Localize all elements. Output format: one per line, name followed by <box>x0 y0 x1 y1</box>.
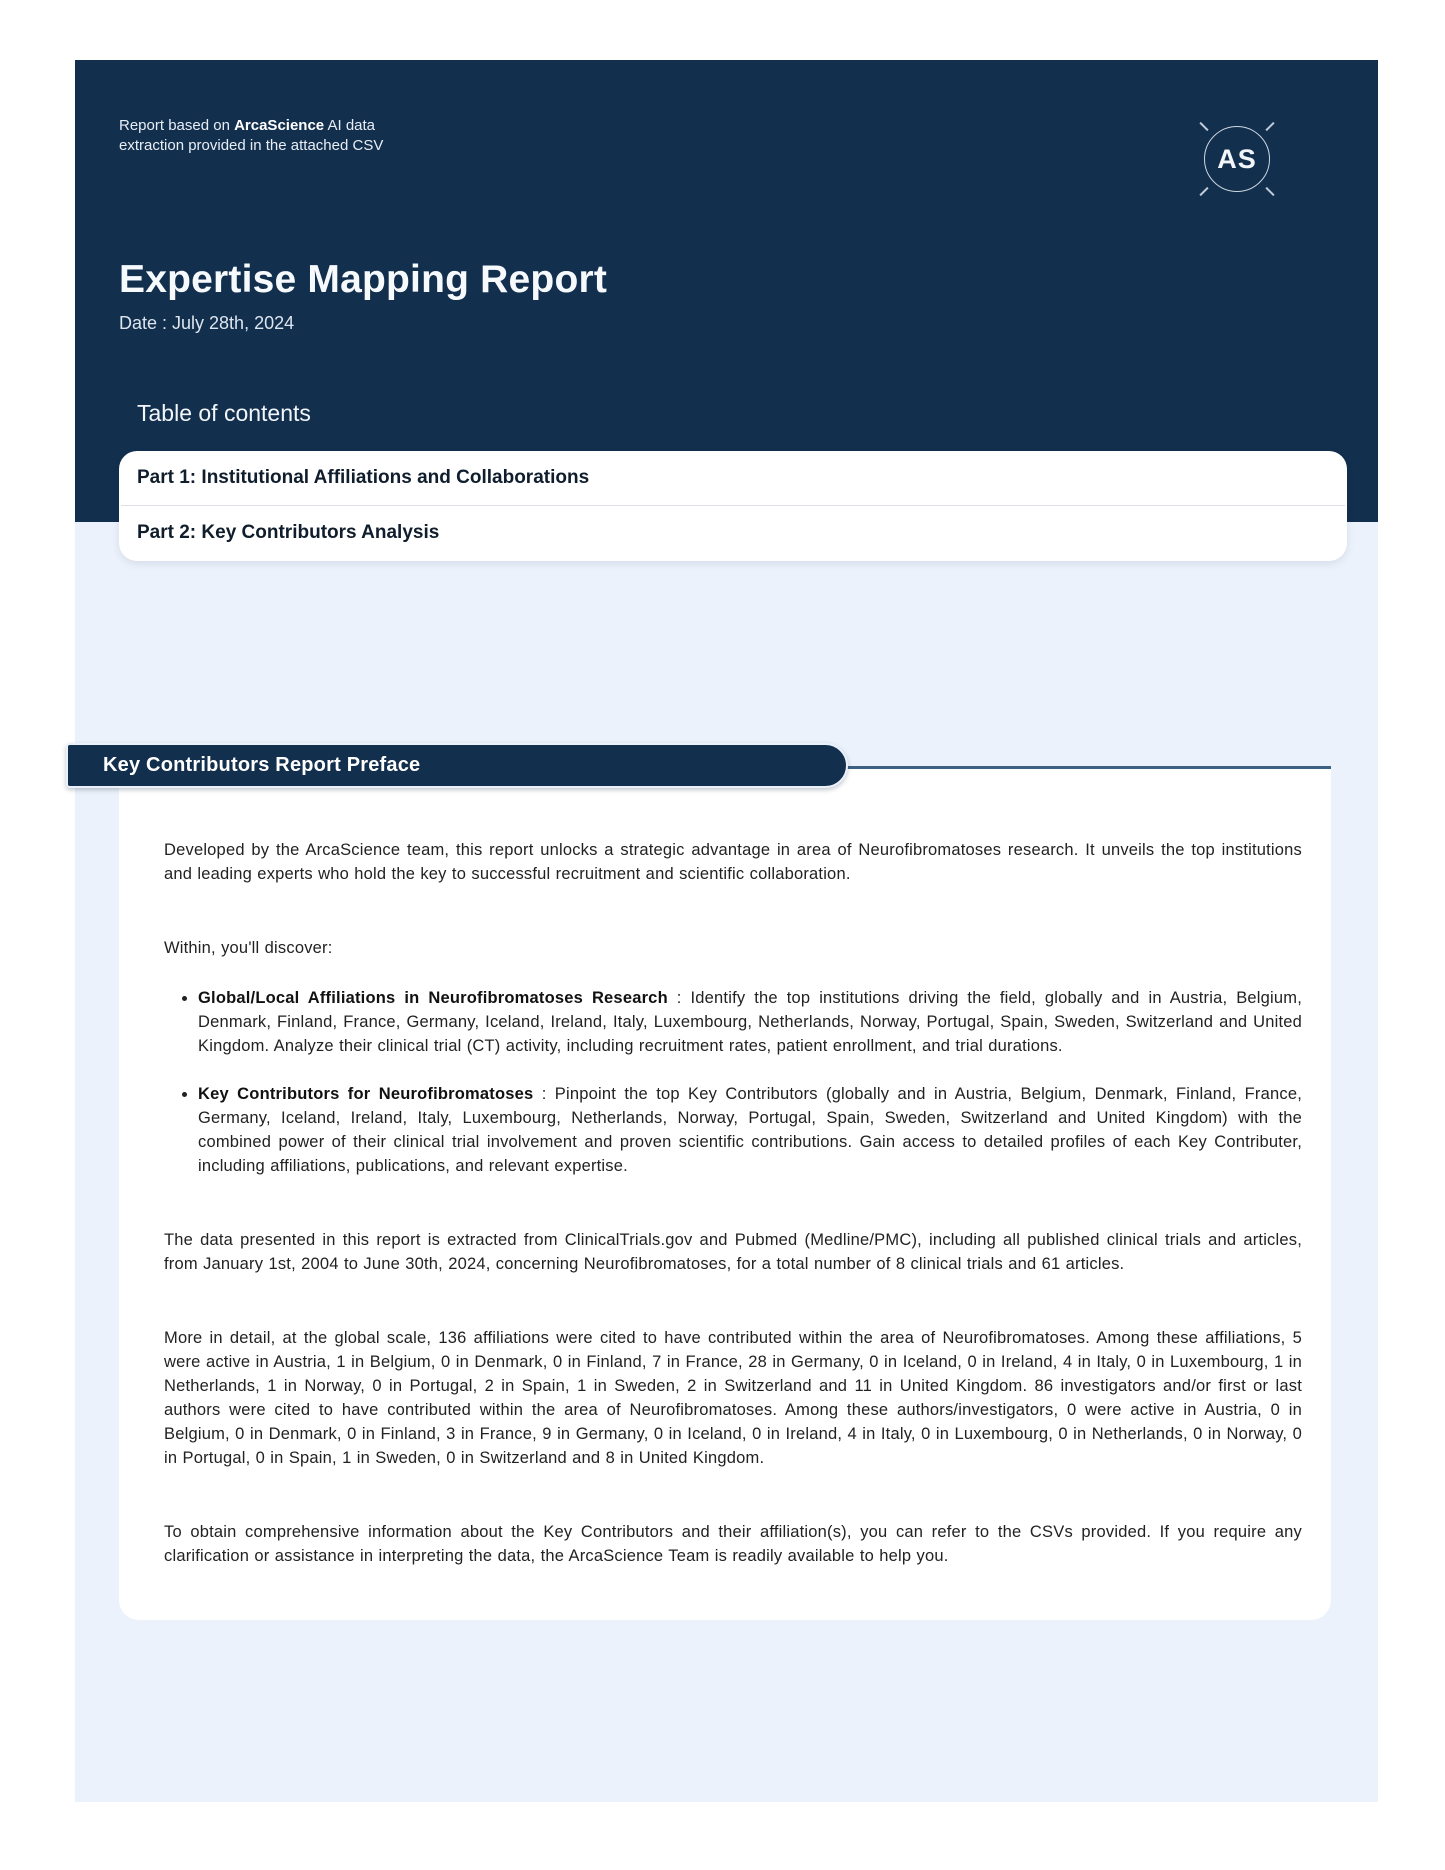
preface-intro-paragraph: Developed by the ArcaScience team, this report unlocks a strategic advantage in area of Neurofibromatoses research. It unveils the top institutions and leading experts who hold the key to successful recruitment and scientific collaboration. <box>164 841 1302 883</box>
preface-card <box>119 766 1331 1620</box>
toc-item-label: Part 2: Key Contributors Analysis <box>137 522 440 543</box>
toc-item-label: Part 1: Institutional Affiliations and Collaborations <box>137 467 590 488</box>
bullet-title: Global/Local Affiliations in Neurofibromatoses Research <box>198 989 668 1007</box>
arcascience-logo <box>1204 126 1270 192</box>
toc-item-part1[interactable] <box>119 451 1347 505</box>
page-title: Expertise Mapping Report <box>119 258 608 301</box>
detail-statistics-paragraph: More in detail, at the global scale, 136 affiliations were cited to have contributed within the area of Neurofibromatoses. Among these affiliations, 5 were active in Austria, 1 in Belgium, 0 in Denmark, 0 in Finland, 7 in France, 28 in Germany, 0 in Iceland, 0 in Ireland, 4 in Italy, 0 in Luxembourg, 1 in Netherlands, 1 in Norway, 0 in Portugal, 2 in Spain, 1 in Sweden, 2 in Switzerland and 11 in United Kingdom. 86 investigators and/or first or last authors were cited to have contributed within the area of Neurofibromatoses. Among these authors/investigators, 0 were active in Austria, 0 in Belgium, 0 in Denmark, 0 in Finland, 3 in France, 9 in Germany, 0 in Iceland, 0 in Ireland, 4 in Italy, 0 in Luxembourg, 0 in Netherlands, 0 in Norway, 0 in Portugal, 0 in Spain, 1 in Sweden, 0 in Switzerland and 8 in United Kingdom. <box>164 1329 1302 1467</box>
toc-heading: Table of contents <box>137 400 311 426</box>
bullet-title: Key Contributors for Neurofibromatoses <box>198 1085 534 1103</box>
discover-bullet-affiliations <box>198 986 1302 1082</box>
logo-tick-icon <box>1199 187 1208 196</box>
preface-body <box>119 769 1331 1592</box>
preface-banner <box>66 743 848 788</box>
discover-list <box>164 986 1302 1202</box>
hero-note-brand: ArcaScience <box>234 117 325 134</box>
bullet-text: : Pinpoint the top Key Contributors (globally and in Austria, Belgium, Denmark, Finland, France, Germany, Iceland, Ireland, Italy, Luxembourg, Netherlands, Norway, Portugal, Spain, Sweden, Switzerland and United Kingdom) with the combined power of their clinical trial involvement and proven scientific contributions. Gain access to detailed profiles of each Key Contributer, including affiliations, publications, and relevant expertise. <box>198 1085 1302 1175</box>
discover-bullet-contributors <box>198 1082 1302 1202</box>
hero-note-prefix: Report based on <box>119 117 235 134</box>
closing-paragraph: To obtain comprehensive information about the Key Contributors and their affiliation(s), you can refer to the CSVs provided. If you require any clarification or assistance in interpreting the data, the ArcaScience Team is readily available to help you. <box>164 1523 1302 1565</box>
bullet-text: : Identify the top institutions driving the field, globally and in Austria, Belgium, Denmark, Finland, France, Germany, Iceland, Ireland, Italy, Luxembourg, Netherlands, Norway, Portugal, Spain, Sweden, Switzerland and United Kingdom. Analyze their clinical trial (CT) activity, including recruitment rates, patient enrollment, and trial durations. <box>198 989 1302 1055</box>
hero-note-suffix: AI data extraction provided in the attached CSV <box>119 117 384 154</box>
report-date: Date : July 28th, 2024 <box>119 313 295 333</box>
logo-tick-icon <box>1265 122 1274 131</box>
preface-banner-label: Key Contributors Report Preface <box>103 754 421 776</box>
logo-monogram: AS <box>1217 143 1257 174</box>
logo-tick-icon <box>1199 122 1208 131</box>
hero-note <box>119 116 397 156</box>
toc-card <box>119 451 1347 561</box>
data-source-paragraph: The data presented in this report is extracted from ClinicalTrials.gov and Pubmed (Medline/PMC), including all published clinical trials and articles, from January 1st, 2004 to June 30th, 2024, concerning Neurofibromatoses, for a total number of 8 clinical trials and 61 articles. <box>164 1231 1302 1273</box>
discover-label: Within, you'll discover: <box>164 939 333 957</box>
logo-tick-icon <box>1265 187 1274 196</box>
toc-item-part2[interactable] <box>119 506 1347 560</box>
